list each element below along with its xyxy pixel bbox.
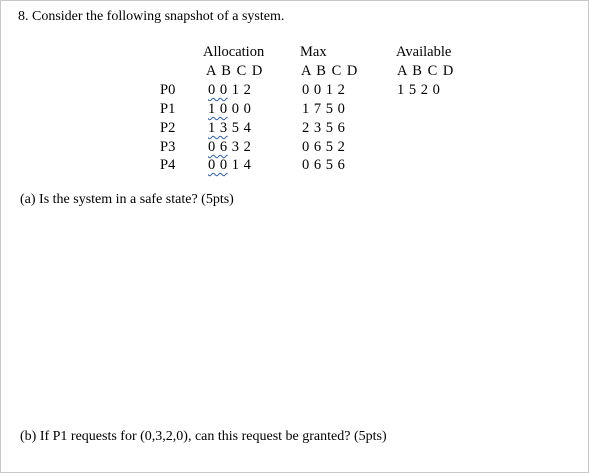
allocation-header: Allocation [203,44,265,60]
allocation-marked: 1 3 [208,120,228,136]
max-subheader: A B C D [301,63,359,79]
allocation-row [208,101,251,118]
process-label: P1 [160,101,176,117]
available-subheader: A B C D [397,63,455,79]
max-header: Max [300,44,327,60]
part-b-question: (b) If P1 requests for (0,3,2,0), can this request be granted? (5pts) [20,429,387,444]
max-row: 0 6 5 6 [302,157,346,173]
allocation-marked: 1 0 [208,101,228,117]
available-values: 1 5 2 0 [397,82,441,98]
allocation-marked: 0 6 [208,139,228,155]
allocation-rest: 5 4 [227,120,252,136]
process-label: P4 [160,157,176,173]
allocation-rest: 1 4 [227,157,252,173]
allocation-rest: 1 2 [227,82,252,98]
process-label: P0 [160,82,176,98]
max-row: 0 0 1 2 [302,82,346,98]
question-title: 8. Consider the following snapshot of a system. [18,9,285,24]
max-row: 1 7 5 0 [302,101,346,117]
allocation-marked: 0 0 [208,82,228,98]
allocation-row [208,120,251,137]
part-a-question: (a) Is the system in a safe state? (5pts) [20,192,234,207]
allocation-row [208,139,251,156]
available-header: Available [396,44,452,60]
allocation-row [208,82,251,99]
allocation-rest: 0 0 [227,101,252,117]
process-label: P2 [160,120,176,136]
allocation-marked: 0 0 [208,157,228,173]
allocation-subheader: A B C D [206,63,264,79]
max-row: 2 3 5 6 [302,120,346,136]
process-label: P3 [160,139,176,155]
allocation-row [208,157,251,174]
max-row: 0 6 5 2 [302,139,346,155]
allocation-rest: 3 2 [227,139,252,155]
